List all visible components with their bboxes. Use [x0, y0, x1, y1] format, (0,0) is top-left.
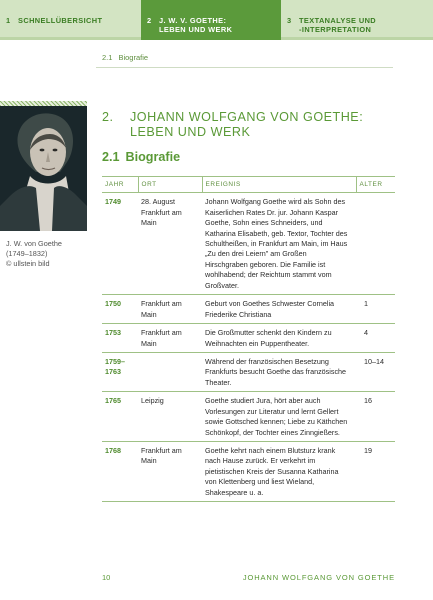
chapter-title-line1: JOHANN WOLFGANG VON GOETHE: [130, 110, 364, 124]
portrait-caption [6, 239, 62, 269]
cell-ort [138, 352, 202, 391]
header-jahr: JAHR [102, 177, 138, 193]
table-row [102, 352, 395, 391]
tab-schnelluebersicht[interactable] [0, 0, 141, 40]
cell-jahr: 1765 [102, 392, 138, 442]
tab-number: 3 [287, 16, 292, 25]
chapter-heading [102, 110, 363, 140]
caption-name: J. W. von Goethe [6, 239, 62, 248]
tab-leben-und-werk[interactable] [141, 0, 281, 40]
tab-label: SCHNELLÜBERSICHT [18, 16, 103, 25]
tab-number: 2 [147, 16, 152, 25]
cell-ort: 28. August Frankfurt am Main [138, 193, 202, 295]
cell-jahr: 1749 [102, 193, 138, 295]
cell-jahr: 1768 [102, 442, 138, 502]
section-number: 2.1 [102, 150, 120, 164]
cell-ereignis: Geburt von Goethes Schwester Cornelia Friederike Christiana [202, 295, 356, 324]
cell-ort: Leipzig [138, 392, 202, 442]
biography-table [102, 176, 395, 502]
chapter-number: 2. [102, 110, 114, 124]
cell-ort: Frankfurt am Main [138, 295, 202, 324]
cell-alter: 4 [356, 324, 395, 353]
header-ereignis: EREIGNIS [202, 177, 356, 193]
header-alter: ALTER [356, 177, 395, 193]
cell-ereignis: Johann Wolfgang Goethe wird als Sohn des Kaiserlichen Rates Dr. jur. Johann Kaspar Goethe, Sohn eines Schneiders, und Katharina Elisabeth, geb. Textor, Tochter des Schultheißen, in Frankfurt am Main, im Haus „Zu den drei Leiern" am Großen Hirschgraben geboren. Die Familie ist wohlhabend; der Reichtum stammt vom Großvater. [202, 193, 356, 295]
tab-label-line2: -INTERPRETATION [299, 24, 372, 34]
cell-ereignis: Die Großmutter schenkt den Kindern zu Weihnachten ein Puppentheater. [202, 324, 356, 353]
cell-alter: 16 [356, 392, 395, 442]
caption-credit: © ullstein bild [6, 258, 50, 268]
chapter-title-line2: LEBEN UND WERK [130, 125, 251, 140]
table-row [102, 392, 395, 442]
table-row [102, 295, 395, 324]
cell-jahr: 1759–1763 [102, 352, 138, 391]
tab-label: J. W. V. GOETHE: [159, 16, 227, 25]
table-row [102, 324, 395, 353]
tab-textanalyse[interactable] [281, 0, 433, 40]
section-title: Biografie [125, 150, 181, 164]
cell-alter: 10–14 [356, 352, 395, 391]
goethe-portrait-image [0, 106, 87, 231]
caption-dates: (1749–1832) [6, 248, 48, 258]
breadcrumb-divider [96, 67, 393, 68]
tab-number: 1 [6, 16, 11, 25]
cell-jahr: 1753 [102, 324, 138, 353]
section-heading [102, 150, 180, 164]
cell-ereignis: Goethe studiert Jura, hört aber auch Vorlesungen zur Literatur und lernt Gellert sowie Gottsched kennen; Liebe zu Käthchen Schönkopf, der Tochter eines Zinngießers. [202, 392, 356, 442]
cell-alter [356, 193, 395, 295]
table-header-row [102, 177, 395, 193]
cell-alter: 19 [356, 442, 395, 502]
cell-ort: Frankfurt am Main [138, 324, 202, 353]
header-ort: ORT [138, 177, 202, 193]
table-row [102, 193, 395, 295]
cell-ort: Frankfurt am Main [138, 442, 202, 502]
cell-alter: 1 [356, 295, 395, 324]
running-title: JOHANN WOLFGANG VON GOETHE [242, 573, 395, 582]
page-number: 10 [102, 573, 111, 582]
breadcrumb-label: Biografie [118, 53, 149, 62]
cell-ereignis: Während der französischen Besetzung Frankfurts besucht Goethe das französische Theater. [202, 352, 356, 391]
tab-label-line2: LEBEN UND WERK [159, 24, 233, 34]
top-navigation [0, 0, 433, 40]
breadcrumb-number: 2.1 [102, 53, 113, 62]
table-row [102, 442, 395, 502]
tab-label: TEXTANALYSE UND [299, 16, 377, 25]
cell-jahr: 1750 [102, 295, 138, 324]
breadcrumb [102, 53, 148, 62]
cell-ereignis: Goethe kehrt nach einem Blutsturz krank nach Hause zurück. Er verkehrt im pietistischen Kreis der Susanna Katharina von Klettenberg und liest Wieland, Shakespeare u. a. [202, 442, 356, 502]
